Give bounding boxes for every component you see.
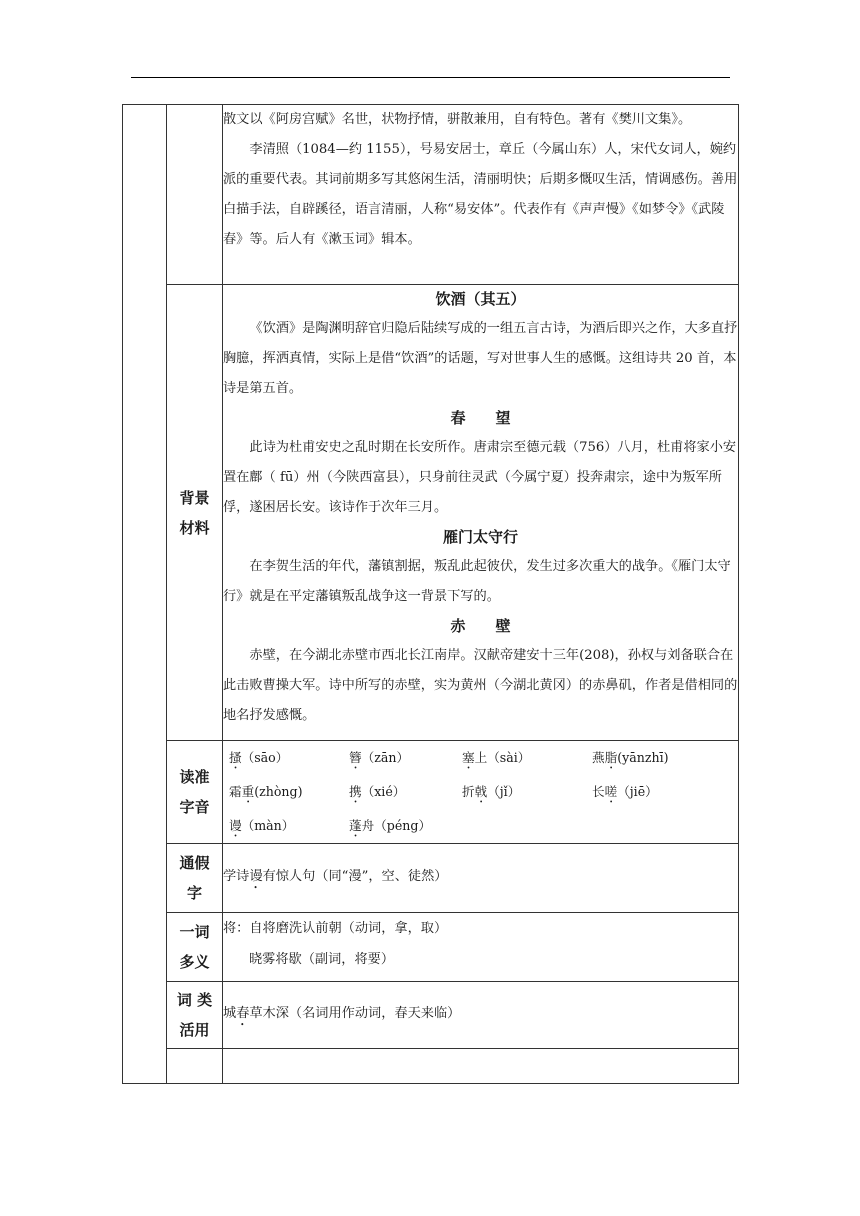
pronunciation-item: 携（xié） bbox=[349, 784, 406, 799]
outer-column-cell bbox=[123, 105, 167, 1084]
polysemy-row bbox=[123, 913, 739, 982]
pronunciation-item: 蓬舟（péng） bbox=[349, 818, 432, 833]
pronunciation-item: 塞上（sài） bbox=[462, 750, 531, 765]
tongjia-row bbox=[123, 844, 739, 913]
pronunciation-item: 长嗟（jiē） bbox=[592, 784, 658, 799]
authors-label-cell bbox=[167, 105, 223, 285]
author-paragraph-liqingzhao: 李清照（1084—约 1155），号易安居士，章丘（今属山东）人，宋代女词人，婉约派的重要代表。其词前期多写其悠闲生活，清丽明快；后期多慨叹生活，情调感伤。善用白描手法，自辟蹊径，语言清丽，人称“易安体”。代表作有《声声慢》《如梦令》《武陵春》等。后人有《漱玉词》辑本。 bbox=[223, 142, 738, 247]
tongjia-label: 通假 字 bbox=[167, 844, 223, 913]
background-label: 背景 材料 bbox=[167, 285, 223, 741]
poem-title: 雁门太守行 bbox=[442, 528, 518, 546]
pronunciation-item: 簪（zān） bbox=[349, 750, 410, 765]
background-content bbox=[223, 285, 739, 741]
pronunciation-item: 搔（sāo） bbox=[229, 750, 289, 765]
tongjia-content: 学诗谩有惊人句（同“漫”，空、徒然） bbox=[223, 844, 739, 913]
empty-label-cell bbox=[167, 1049, 223, 1084]
poem-background: 《饮酒》是陶渊明辞官归隐后陆续写成的一组五言古诗，为酒后即兴之作，大多直抒胸臆，挥洒真情，实际上是借“饮酒”的话题，写对世事人生的感慨。这组诗共 20 首，本诗是第五首。 bbox=[223, 321, 738, 396]
poem-background: 此诗为杜甫安史之乱时期在长安所作。唐肃宗至德元载（756）八月，杜甫将家小安置在鄜（ fū）州（今陕西富县），只身前往灵武（今属宁夏）投奔肃宗，途中为叛军所俘，遂困居长安。该诗作于次年三月。 bbox=[223, 440, 737, 515]
pronunciation-grid bbox=[223, 741, 738, 843]
pronunciation-content bbox=[223, 741, 739, 844]
pronunciation-item: 燕脂(yānzhī) bbox=[592, 750, 669, 765]
pronunciation-label: 读准 字音 bbox=[167, 741, 223, 844]
poem-background: 在李贺生活的年代，藩镇割据，叛乱此起彼伏，发生过多次重大的战争。《雁门太守行》就是在平定藩镇叛乱战争这一背景下写的。 bbox=[223, 559, 731, 604]
polysemy-line: 将：自将磨洗认前朝（动词，拿，取） bbox=[223, 921, 448, 936]
pronunciation-item: 谩（màn） bbox=[229, 818, 295, 833]
pronunciation-item: 折戟（jǐ） bbox=[462, 784, 521, 799]
poem-background: 赤壁，在今湖北赤壁市西北长江南岸。汉献帝建安十三年(208)，孙权与刘备联合在此击败曹操大军。诗中所写的赤壁，实为黄州（今湖北黄冈）的赤鼻矶，作者是借相同的地名抒发感慨。 bbox=[223, 648, 738, 723]
study-table bbox=[122, 104, 739, 1084]
empty-row bbox=[123, 1049, 739, 1084]
author-paragraph-dumu: 散文以《阿房宫赋》名世，状物抒情，骈散兼用，自有特色。著有《樊川文集》。 bbox=[223, 112, 692, 127]
authors-row bbox=[123, 105, 739, 285]
pronunciation-row bbox=[123, 741, 739, 844]
polysemy-label: 一词 多义 bbox=[167, 913, 223, 982]
poem-title: 春 望 bbox=[450, 409, 511, 427]
header-rule bbox=[131, 77, 730, 78]
poem-title: 赤 壁 bbox=[450, 617, 511, 635]
wordclass-row bbox=[123, 982, 739, 1049]
background-row bbox=[123, 285, 739, 741]
poem-title: 饮酒（其五） bbox=[435, 290, 526, 308]
wordclass-label: 词 类 活用 bbox=[167, 982, 223, 1049]
polysemy-line: 晓雾将歇（副词，将要） bbox=[249, 952, 395, 967]
polysemy-content bbox=[223, 913, 739, 982]
pronunciation-item: 霜重(zhòng) bbox=[229, 784, 303, 799]
authors-content bbox=[223, 105, 739, 285]
wordclass-content: 城春草木深（名词用作动词，春天来临） bbox=[223, 982, 739, 1049]
empty-content-cell bbox=[223, 1049, 739, 1084]
